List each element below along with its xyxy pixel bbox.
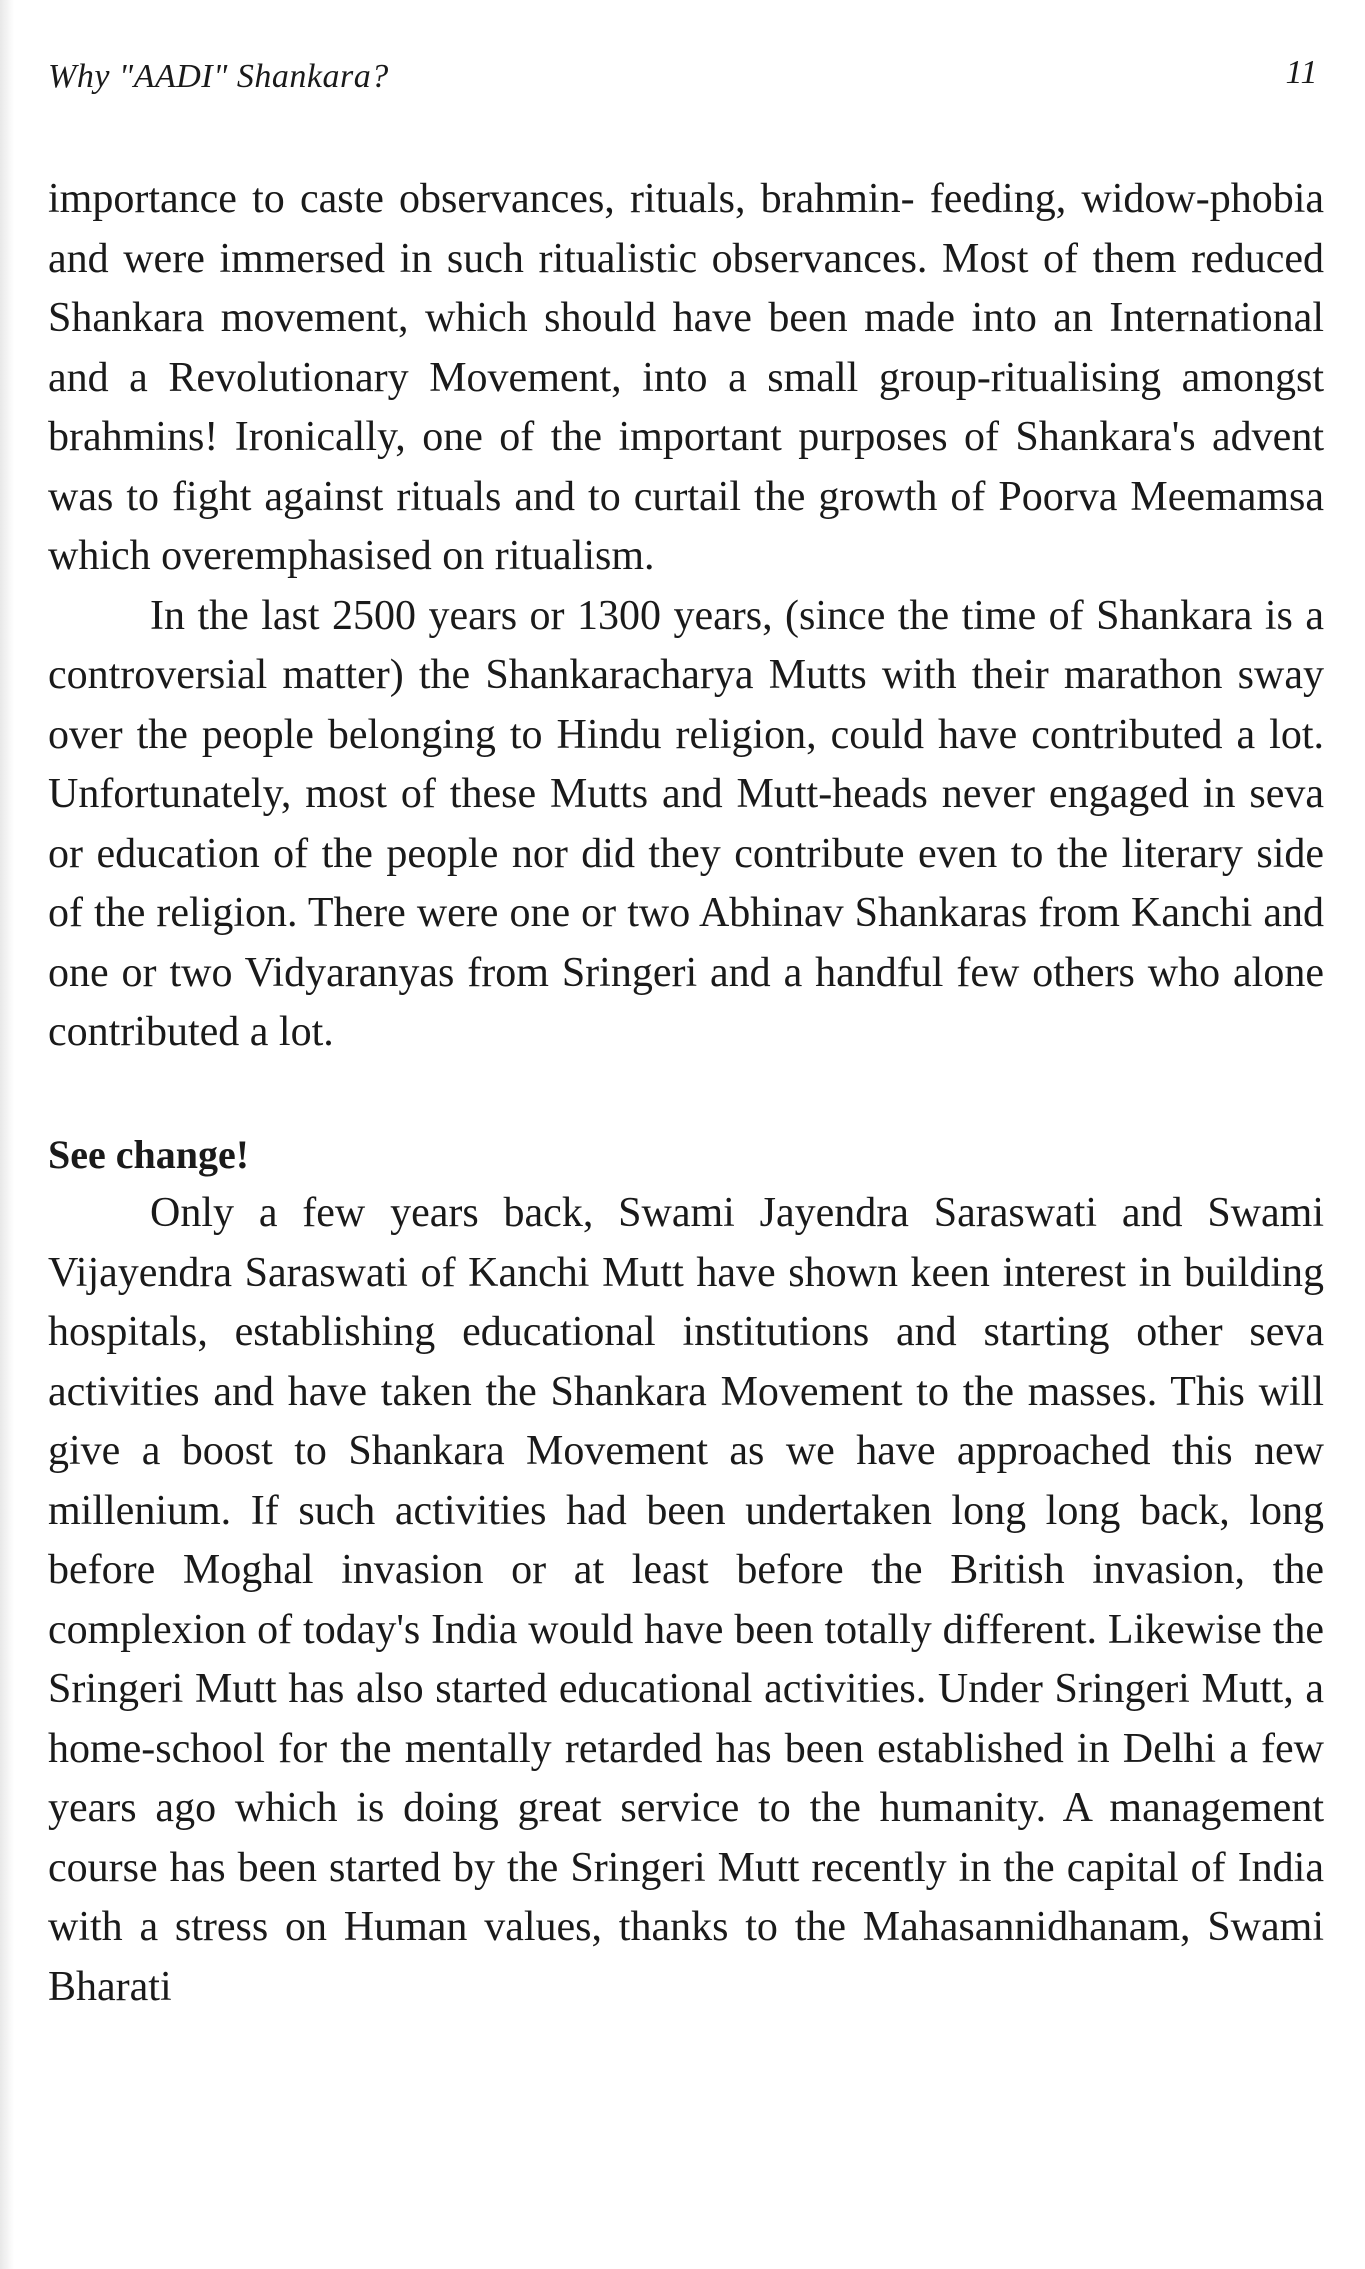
running-title: Why "AADI" Shankara? [48,58,389,95]
section-spacing [48,1063,1324,1125]
body-text [48,170,1324,2017]
running-header [48,48,1318,108]
paragraph-continued: importance to caste observances, rituals, brahmin- feeding, widow-phobia and were immersed in such ritualistic observances. Most of them reduced Shankara movement, which should have been made into an International and a Revolutionary Movement, into a small group-ritualising amongst brahmins! Ironically, one of the important purposes of Shankara's advent was to fight against rituals and to curtail the growth of Poorva Meemamsa which overemphasised on ritualism. [48,176,1324,579]
paragraph: Only a few years back, Swami Jayendra Saraswati and Swami Vijayendra Saraswati of Kanchi Mutt have shown keen interest in building hospitals, establishing educational institutions and starting other seva activities and have taken the Shankara Movement to the masses. This will give a boost to Shankara Movement as we have approached this new millenium. If such activities had been undertaken long long back, long before Moghal invasion or at least before the British invasion, the complexion of today's India would have been totally different. Likewise the Sringeri Mutt has also started educational activities. Under Sringeri Mutt, a home-school for the mentally retarded has been established in Delhi a few years ago which is doing great service to the humanity. A management course has been started by the Sringeri Mutt recently in the capital of India with a stress on Human values, thanks to the Mahasannidhanam, Swami Bharati [48,1190,1324,2010]
paragraph: In the last 2500 years or 1300 years, (since the time of Shankara is a controversial matter) the Shankaracharya Mutts with their marathon sway over the people belonging to Hindu religion, could have contributed a lot. Unfortunately, most of these Mutts and Mutt-heads never engaged in seva or education of the people nor did they contribute even to the literary side of the religion. There were one or two Abhinav Shankaras from Kanchi and one or two Vidyaranyas from Sringeri and a handful few others who alone contributed a lot. [48,592,1324,1055]
page-number: 11 [1285,54,1318,91]
page-spine-shadow [0,0,14,2269]
section-heading: See change! [48,1131,250,1177]
